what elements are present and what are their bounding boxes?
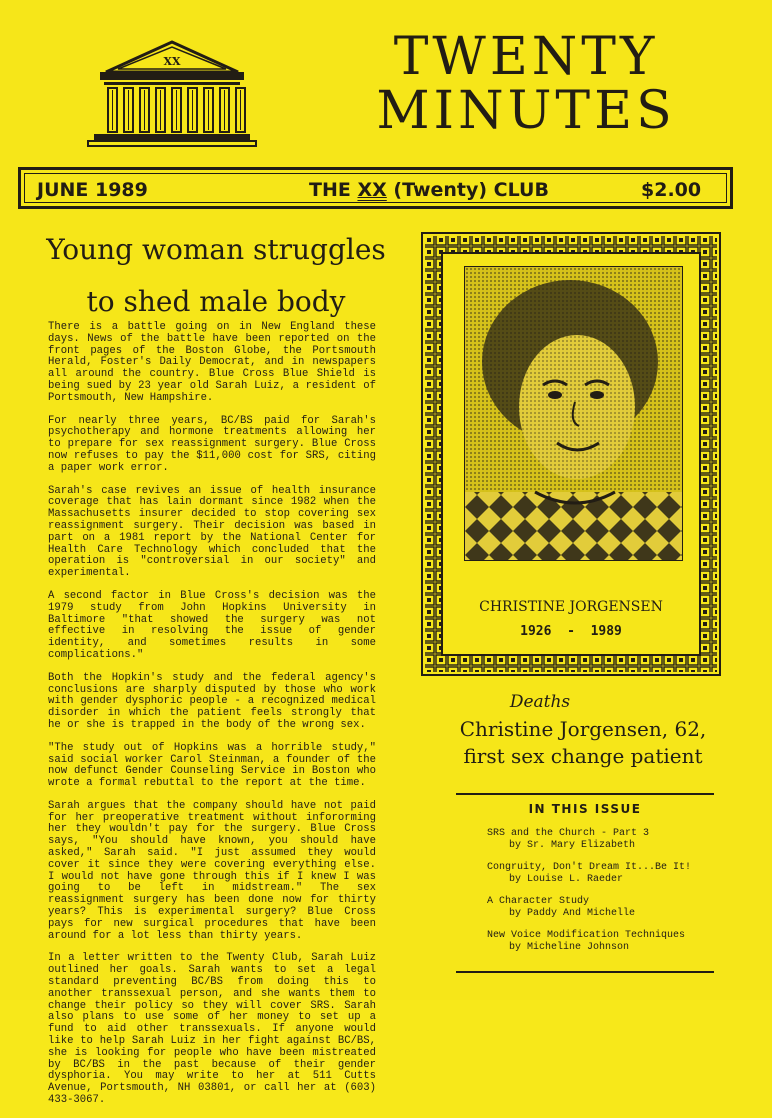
article-paragraph: "The study out of Hopkins was a horrible study," said social worker Carol Steinman, a founder of the now defunct Gender Counseling Service in Boston who wrote a formal rebuttal to the report at the time.	[48, 741, 376, 790]
masthead-line-1: TWENTY	[393, 27, 659, 87]
issue-list-item	[487, 896, 712, 919]
article-paragraph: A second factor in Blue Cross's decision was the 1979 study from John Hopkins University in Baltimore "that showed the surgery was not effective in resolving the issue of gender identity, and sometimes results in some complications."	[48, 589, 376, 661]
divider-rule	[456, 793, 714, 795]
masthead-title	[340, 27, 712, 141]
dateline-bar	[18, 167, 733, 209]
issue-list-item	[487, 828, 712, 851]
masthead-line-2: MINUTES	[376, 81, 676, 141]
deaths-headline	[448, 716, 718, 770]
club-suffix: (Twenty) CLUB	[386, 179, 549, 201]
photo-caption-name: CHRISTINE JORGENSEN	[479, 599, 663, 615]
issue-item-author: by Micheline Johnson	[509, 941, 630, 953]
issue-price: $2.00	[641, 179, 702, 201]
headline-line-1: Young woman struggles	[46, 233, 386, 266]
issue-date: JUNE 1989	[37, 179, 148, 201]
issue-item-author: by Sr. Mary Elizabeth	[509, 839, 636, 851]
deaths-headline-line-1: Christine Jorgensen, 62,	[459, 717, 707, 741]
in-this-issue-list	[487, 828, 712, 964]
building-logo-icon	[86, 38, 258, 148]
deaths-section-label: Deaths	[509, 692, 571, 712]
club-prefix: THE	[309, 179, 358, 201]
portrait-photo	[464, 266, 683, 561]
logo-xx-text: XX	[163, 55, 181, 68]
article-headline	[20, 224, 412, 328]
photo-caption-dates: 1926 - 1989	[520, 624, 622, 639]
issue-item-title: SRS and the Church - Part 3	[487, 828, 650, 839]
article-paragraph: Sarah argues that the company should have not paid for her preoperative treatment without infororming her they wouldn't pay for the surgery. Blue Cross says, "You should have known, you should have asked," Sarah said. "I just assumed they would cover it since they were covering everything else. I would not have gone through this if I knew I was going to be left in midstream." The sex reassignment surgery has been done now for thirty years? This is experimental surgery? Blue Cross pays for new surgical procedures that have been around for a lot less than thirty years.	[48, 799, 376, 942]
headline-line-2: to shed male body	[86, 285, 346, 318]
issue-item-author: by Louise L. Raeder	[509, 873, 624, 885]
issue-item-title: Congruity, Don't Dream It...Be It!	[487, 862, 692, 873]
issue-list-item	[487, 862, 712, 885]
article-body	[48, 322, 376, 1118]
issue-item-title: New Voice Modification Techniques	[487, 930, 686, 941]
article-paragraph: There is a battle going on in New England these days. News of the battle have been reported on the front pages of the Boston Globe, the Portsmouth Herald, Foster's Daily Democrat, and in newspapers all around the country. Blue Cross Blue Shield is being sued by 23 year old Sarah Luiz, a resident of Portsmouth, New Hampshire.	[48, 321, 376, 404]
issue-list-item	[487, 930, 712, 953]
deaths-headline-line-2: first sex change patient	[463, 744, 703, 768]
issue-item-author: by Paddy And Michelle	[509, 907, 636, 919]
club-name	[309, 179, 549, 201]
divider-rule	[456, 971, 714, 973]
article-paragraph: Both the Hopkin's study and the federal agency's conclusions are sharply disputed by those who work with gender dysphoric people - a recognized medical disorder in which the patient feels strongly that he or she is trapped in the body of the wrong sex.	[48, 671, 376, 731]
article-paragraph: For nearly three years, BC/BS paid for Sarah's psychotherapy and hormone treatments allowing her to prepare for sex reassignment surgery. Blue Cross now refuses to pay the $11,000 cost for SRS, citing a paper work error.	[48, 414, 376, 474]
article-paragraph: In a letter written to the Twenty Club, Sarah Luiz outlined her goals. Sarah wants to set a legal standard preventing BC/BS from doing this to another transsexual person, and she wants them to change their policy so they will cover SRS. Sarah also plans to use some of her money to set up a fund to aid other transsexuals. If anyone would like to help Sarah Luiz in her fight against BC/BS, she is looking for people who have been mistreated by BC/BS in the past because of their gender dysphoria. You may write to her at 511 Cutts Avenue, Portsmouth, NH 03801, or call her at (603) 433-3067.	[48, 952, 376, 1107]
club-xx-mark: XX	[357, 179, 387, 201]
in-this-issue-title: IN THIS ISSUE	[528, 802, 642, 816]
issue-item-title: A Character Study	[487, 896, 590, 907]
article-paragraph: Sarah's case revives an issue of health insurance coverage that has lain dormant since 1982 when the Massachusetts insurer decided to stop covering sex reassignment surgery. Their decision was based in part on a 1981 report by the National Center for Health Care Technology which concluded that the operation is "controversial in our society" and experimental.	[48, 484, 376, 580]
